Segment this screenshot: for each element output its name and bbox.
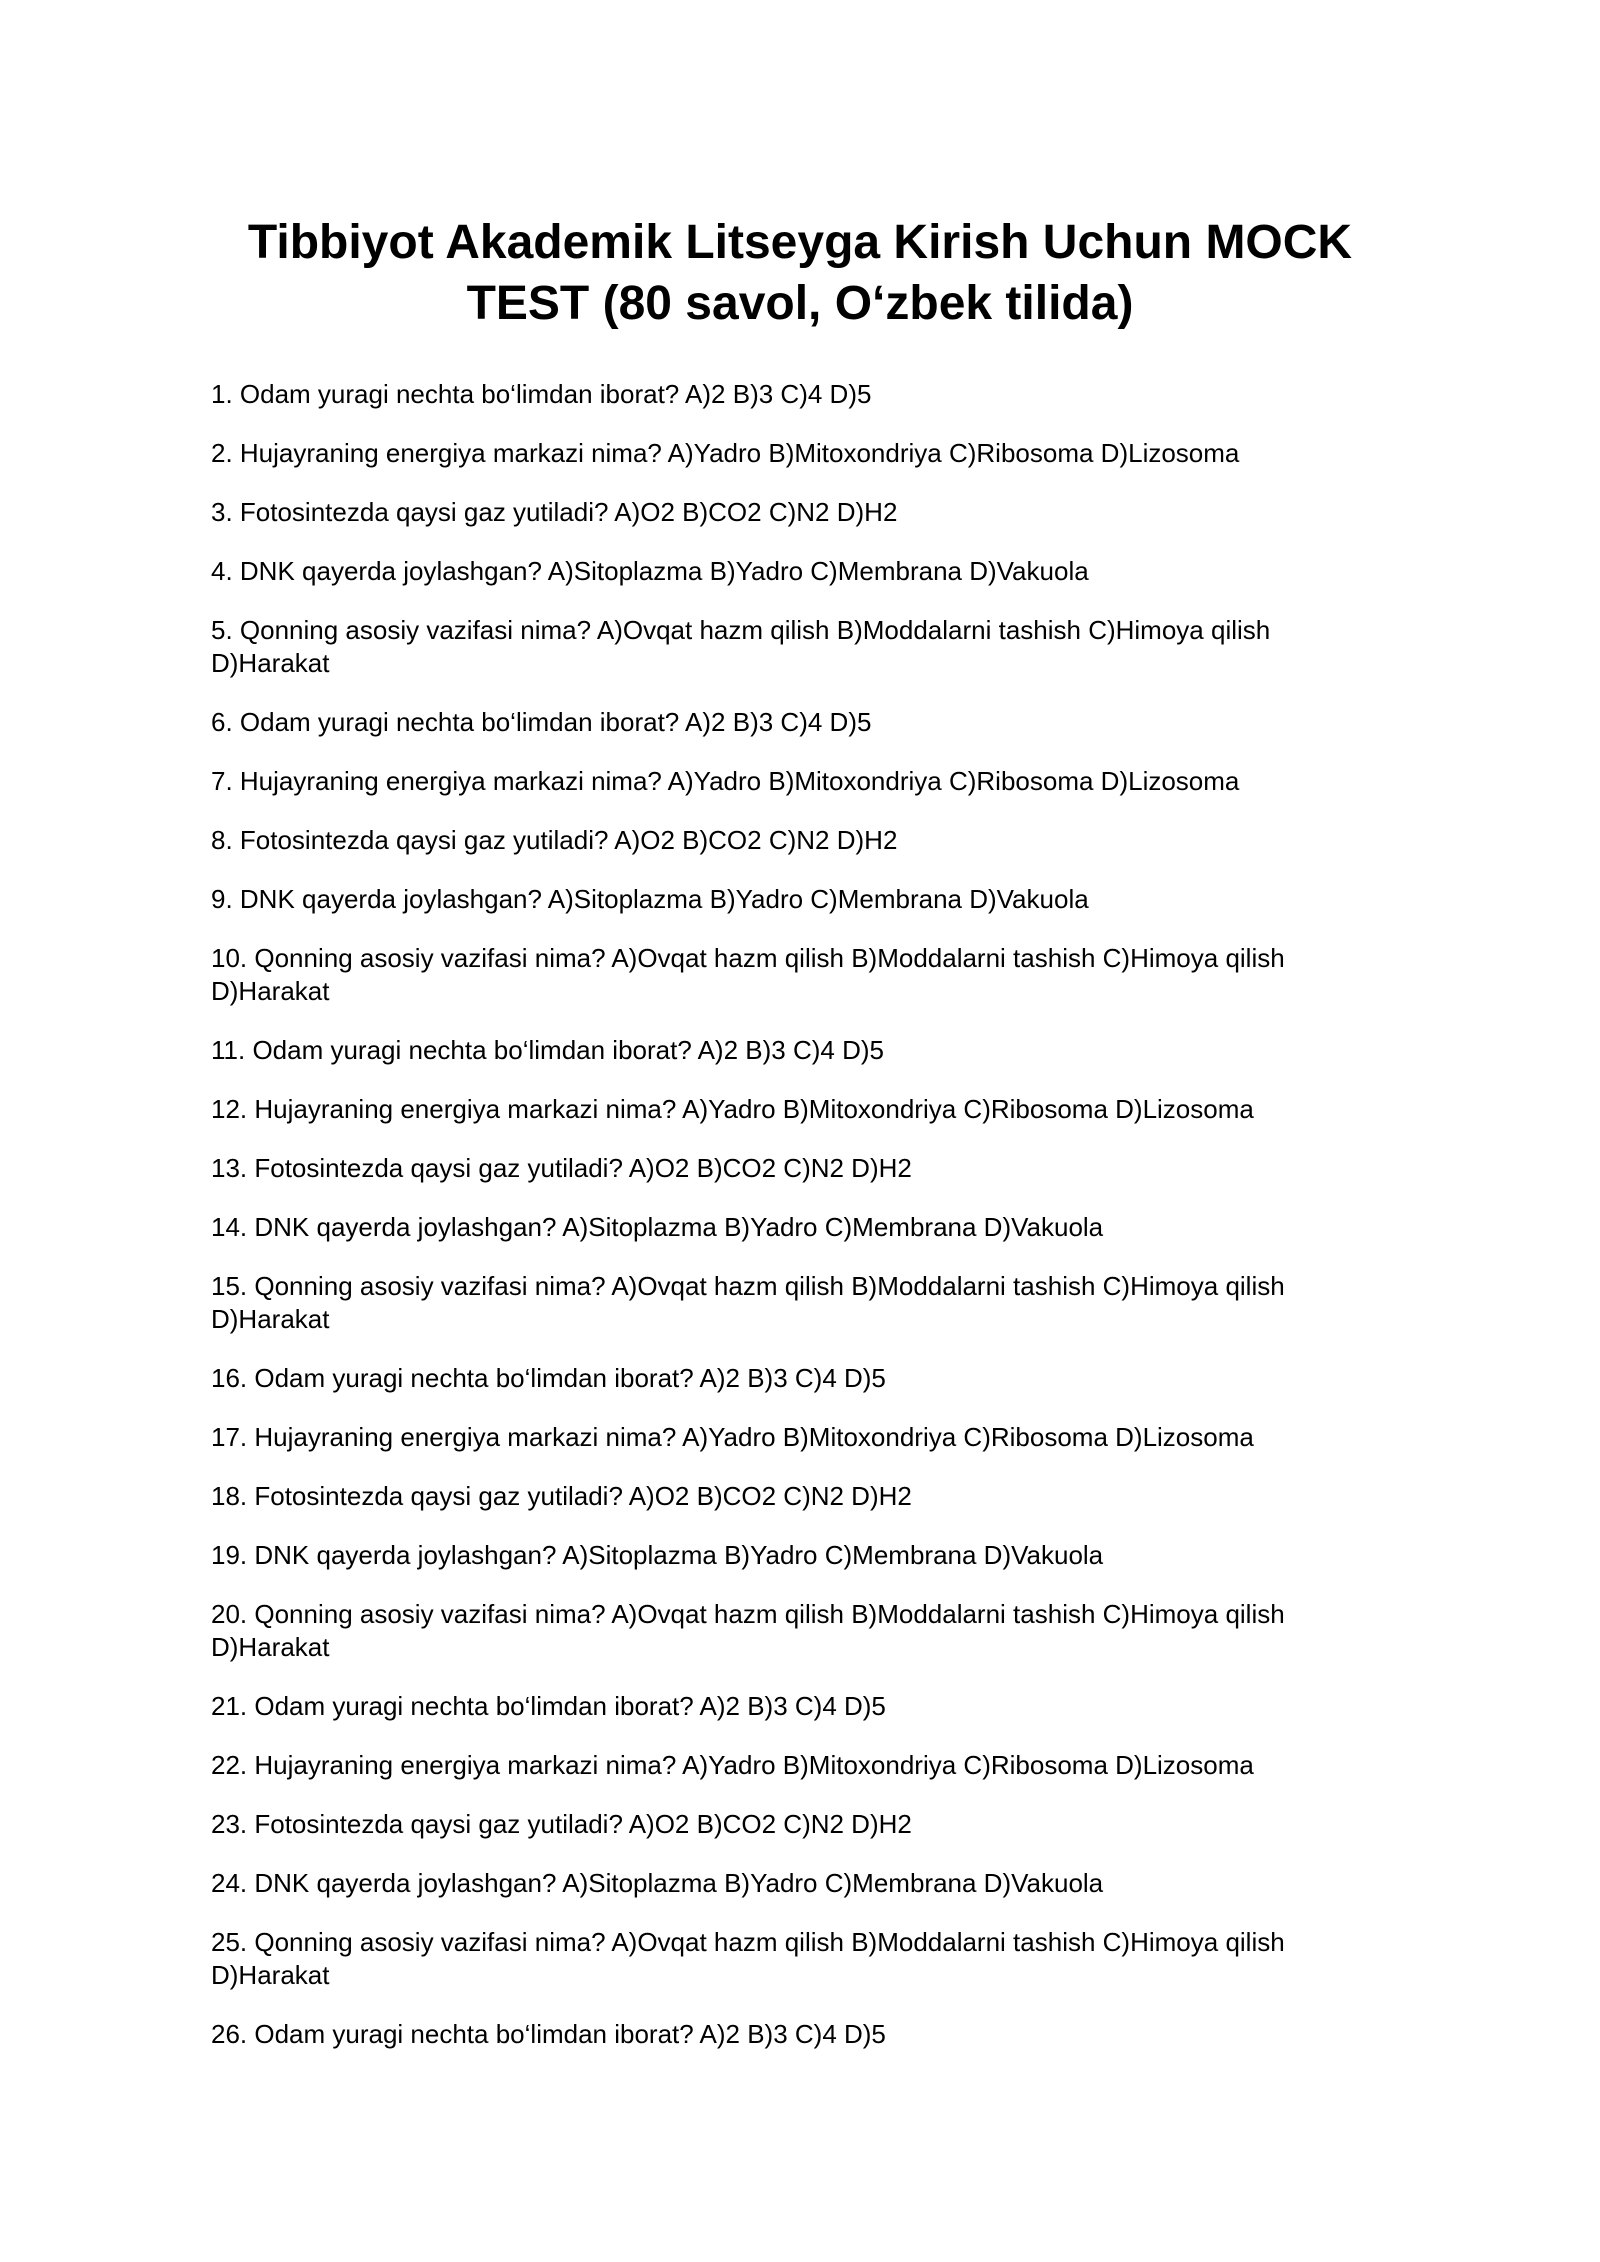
document-title [210,212,1390,334]
question-list [211,378,1371,2077]
document-title-line-1: Tibbiyot Akademik Litseyga Kirish Uchun MOCK [247,216,1353,269]
document-title-line-2: TEST (80 savol, O‘zbek tilida) [466,277,1134,330]
question-item: 12. Hujayraning energiya markazi nima? A)Yadro B)Mitoxondriya C)Ribosoma D)Lizosoma [211,1094,1254,1124]
question-item: 5. Qonning asosiy vazifasi nima? A)Ovqat hazm qilish B)Moddalarni tashish C)Himoya qilish D)Harakat [211,615,1271,678]
question-item: 7. Hujayraning energiya markazi nima? A)Yadro B)Mitoxondriya C)Ribosoma D)Lizosoma [211,766,1240,796]
question-item: 16. Odam yuragi nechta bo‘limdan iborat? A)2 B)3 C)4 D)5 [211,1363,886,1393]
question-item: 11. Odam yuragi nechta bo‘limdan iborat? A)2 B)3 C)4 D)5 [211,1035,884,1065]
question-item: 17. Hujayraning energiya markazi nima? A)Yadro B)Mitoxondriya C)Ribosoma D)Lizosoma [211,1422,1254,1452]
question-item: 10. Qonning asosiy vazifasi nima? A)Ovqat hazm qilish B)Moddalarni tashish C)Himoya qilish D)Harakat [211,943,1285,1006]
question-item: 21. Odam yuragi nechta bo‘limdan iborat? A)2 B)3 C)4 D)5 [211,1691,886,1721]
question-item: 24. DNK qayerda joylashgan? A)Sitoplazma B)Yadro C)Membrana D)Vakuola [211,1868,1104,1898]
question-item: 2. Hujayraning energiya markazi nima? A)Yadro B)Mitoxondriya C)Ribosoma D)Lizosoma [211,438,1240,468]
question-item: 23. Fotosintezda qaysi gaz yutiladi? A)O2 B)CO2 C)N2 D)H2 [211,1809,912,1839]
question-item: 9. DNK qayerda joylashgan? A)Sitoplazma B)Yadro C)Membrana D)Vakuola [211,884,1089,914]
question-item: 6. Odam yuragi nechta bo‘limdan iborat? A)2 B)3 C)4 D)5 [211,707,872,737]
question-item: 13. Fotosintezda qaysi gaz yutiladi? A)O2 B)CO2 C)N2 D)H2 [211,1153,912,1183]
question-item: 18. Fotosintezda qaysi gaz yutiladi? A)O2 B)CO2 C)N2 D)H2 [211,1481,912,1511]
question-item: 3. Fotosintezda qaysi gaz yutiladi? A)O2 B)CO2 C)N2 D)H2 [211,497,898,527]
question-item: 15. Qonning asosiy vazifasi nima? A)Ovqat hazm qilish B)Moddalarni tashish C)Himoya qilish D)Harakat [211,1271,1285,1334]
question-item: 26. Odam yuragi nechta bo‘limdan iborat? A)2 B)3 C)4 D)5 [211,2019,886,2049]
question-item: 8. Fotosintezda qaysi gaz yutiladi? A)O2 B)CO2 C)N2 D)H2 [211,825,898,855]
question-item: 14. DNK qayerda joylashgan? A)Sitoplazma B)Yadro C)Membrana D)Vakuola [211,1212,1104,1242]
question-item: 20. Qonning asosiy vazifasi nima? A)Ovqat hazm qilish B)Moddalarni tashish C)Himoya qilish D)Harakat [211,1599,1285,1662]
question-item: 19. DNK qayerda joylashgan? A)Sitoplazma B)Yadro C)Membrana D)Vakuola [211,1540,1104,1570]
question-item: 4. DNK qayerda joylashgan? A)Sitoplazma B)Yadro C)Membrana D)Vakuola [211,556,1089,586]
question-item: 25. Qonning asosiy vazifasi nima? A)Ovqat hazm qilish B)Moddalarni tashish C)Himoya qilish D)Harakat [211,1927,1285,1990]
question-item: 1. Odam yuragi nechta bo‘limdan iborat? A)2 B)3 C)4 D)5 [211,379,872,409]
question-item: 22. Hujayraning energiya markazi nima? A)Yadro B)Mitoxondriya C)Ribosoma D)Lizosoma [211,1750,1254,1780]
